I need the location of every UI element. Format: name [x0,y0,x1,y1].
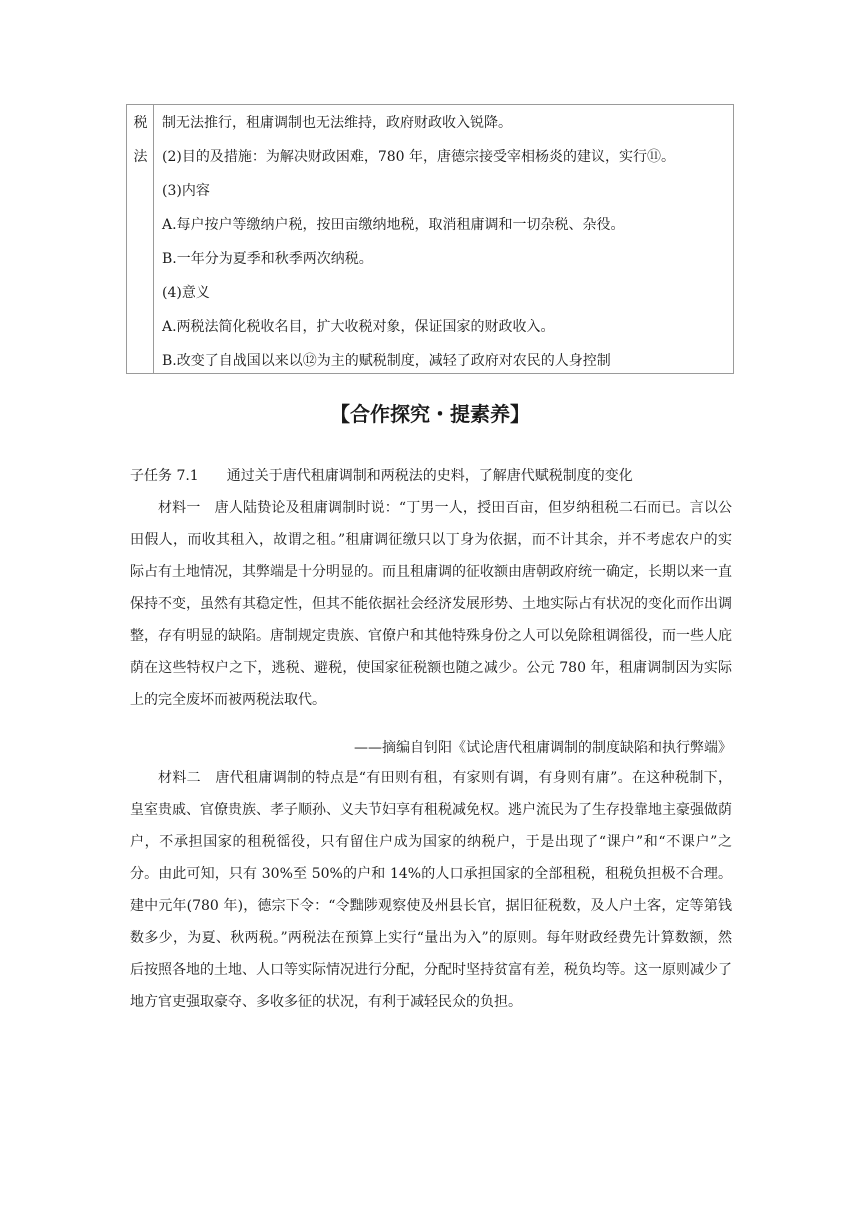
table-row: B.改变了自战国以来以⑫为主的赋税制度，减轻了政府对农民的人身控制 [162,353,611,369]
table-content-column [154,105,733,373]
table-row: (2)目的及措施：为解决财政困难，780 年，唐德宗接受宰相杨炎的建议，实行⑪。 [162,149,676,165]
subtask-line [130,466,633,486]
subtask-text: 通过关于唐代租庸调制和两税法的史料，了解唐代赋税制度的变化 [226,468,633,484]
table-row: A.两税法简化税收名目，扩大收税对象，保证国家的财政收入。 [162,319,555,335]
material-two-paragraph: 材料二 唐代租庸调制的特点是“有田则有租，有家则有调，有身则有庸”。在这种税制下，皇室贵戚、官僚贵族、孝子顺孙、义夫节妇享有租税减免权。逃户流民为了生存投靠地主豪强做荫户，不承担国家的租税徭役，只有留住户成为国家的纳税户，于是出现了“课户”和“不课户”之分。由此可知，只有 30%至 50%的户和 14%的人口承担国家的全部租税，租税负担极不合理。建中元年(780 年)，德宗下令：“令黜陟观察使及州县长官，据旧征税数，及人户土客，定等第钱数多少，为夏、秋两税。”两税法在预算上实行“量出为入”的原则。每年财政经费先计算数额，然后按照各地的土地、人口等实际情况进行分配，分配时坚持贫富有差，税负均等。这一原则减少了地方官吏强取豪夺、多收多征的状况，有利于减轻民众的负担。 [130,770,732,1010]
table-label-char: 法 [133,149,148,165]
table-label-char: 税 [133,115,148,131]
table-row: B.一年分为夏季和秋季两次纳税。 [162,251,373,267]
section-heading: 【合作探究・提素养】 [330,402,530,426]
material-one-paragraph: 材料一 唐人陆贽论及租庸调制时说：“丁男一人，授田百亩，但岁纳租税二石而已。言以公田假人，而收其租入，故谓之租。”租庸调征缴只以丁身为依据，而不计其余，并不考虑农户的实际占有土地情况，其弊端是十分明显的。而且租庸调的征收额由唐朝政府统一确定，长期以来一直保持不变，虽然有其稳定性，但其不能依据社会经济发展形势、土地实际占有状况的变化而作出调整，存有明显的缺陷。唐制规定贵族、官僚户和其他特殊身份之人可以免除租调徭役，而一些人庇荫在这些特权户之下，逃税、避税，使国家征税额也随之减少。公元 780 年，租庸调制因为实际上的完全废坏而被两税法取代。 [130,500,732,708]
subtask-number: 子任务 7.1 [130,468,199,484]
table-row: (4)意义 [162,285,210,301]
table-row: (3)内容 [162,183,210,199]
table-label-column [127,105,154,373]
material-one-source: ——摘编自钊阳《试论唐代租庸调制的制度缺陷和执行弊端》 [354,740,732,756]
table-row: 制无法推行，租庸调制也无法维持，政府财政收入锐降。 [162,115,512,131]
table-row: A.每户按户等缴纳户税，按田亩缴纳地税，取消租庸调和一切杂税、杂役。 [162,217,625,233]
summary-table [126,104,734,374]
